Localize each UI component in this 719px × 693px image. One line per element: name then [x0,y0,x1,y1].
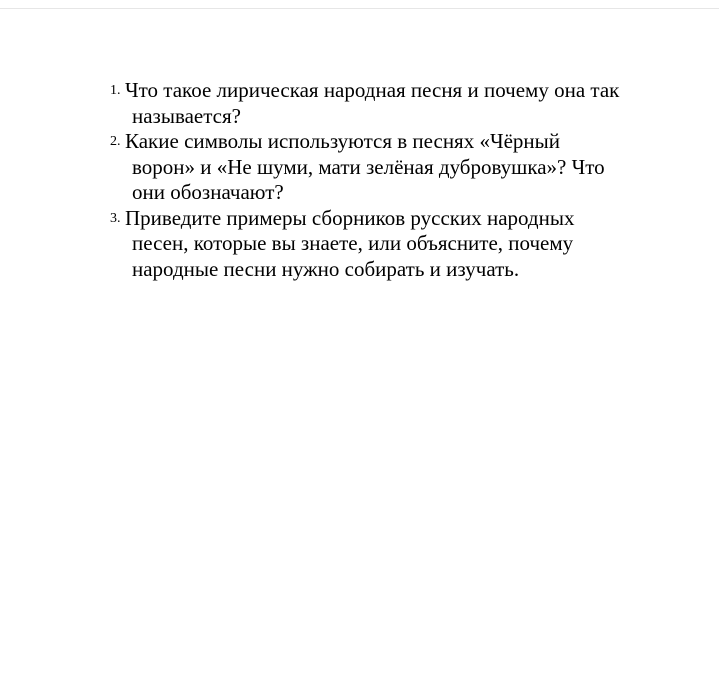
question-item-1 [110,78,655,129]
question-text-line: Приведите примеры сборников русских народных [125,205,575,230]
question-number: 3. [110,210,121,226]
question-text-line: Какие символы используются в песнях «Чёрный [125,129,561,153]
question-number: 1. [110,83,121,98]
question-item-2 [110,129,655,206]
question-number: 2. [110,134,121,149]
question-text-line: народные песни нужно собирать и изучать. [132,256,520,281]
question-text-line: песен, которые вы знаете, или объясните, почему [132,231,574,255]
question-list [110,78,655,282]
question-text-line: они обозначают? [132,180,284,204]
question-item-3 [110,206,655,283]
question-text-line: Что такое лирическая народная песня и почему она так [125,78,620,102]
top-divider [0,8,719,9]
question-text-line: называется? [132,103,241,128]
question-text-line: ворон» и «Не шуми, мати зелёная дубровушка»? Что [132,154,605,179]
